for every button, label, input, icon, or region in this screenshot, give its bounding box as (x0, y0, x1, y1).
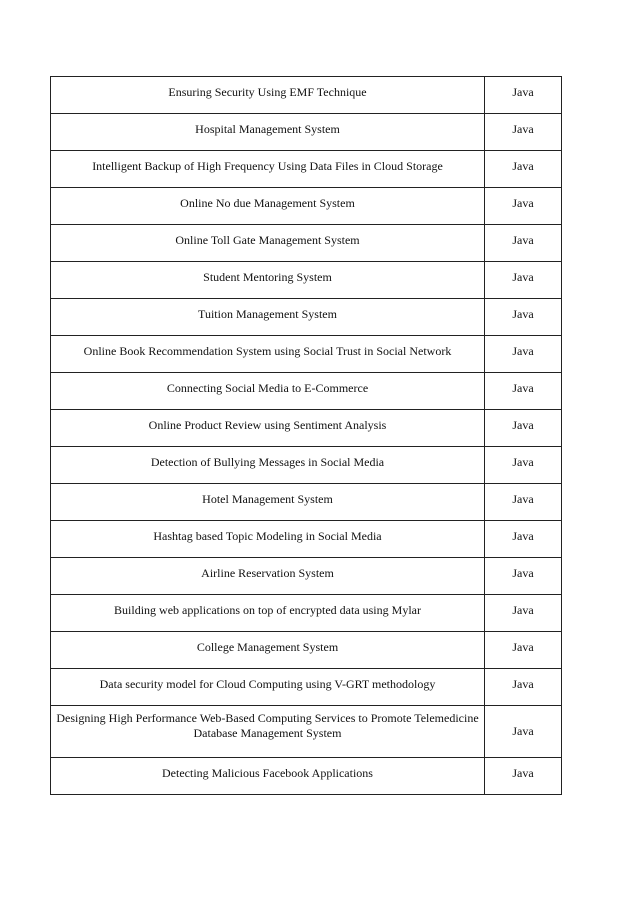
project-title-cell: Connecting Social Media to E-Commerce (51, 373, 485, 410)
project-title-cell: Tuition Management System (51, 299, 485, 336)
project-title-cell: Hotel Management System (51, 484, 485, 521)
table-row (51, 484, 562, 521)
project-title-cell: Designing High Performance Web-Based Computing Services to Promote Telemedicine Database Management System (51, 706, 485, 758)
table-row (51, 77, 562, 114)
language-cell: Java (485, 410, 562, 447)
table-row (51, 447, 562, 484)
project-title-cell: Online Toll Gate Management System (51, 225, 485, 262)
table-row (51, 151, 562, 188)
language-cell: Java (485, 262, 562, 299)
projects-table (50, 76, 562, 795)
table-row (51, 595, 562, 632)
language-cell: Java (485, 558, 562, 595)
language-cell: Java (485, 77, 562, 114)
language-cell: Java (485, 151, 562, 188)
table-row (51, 373, 562, 410)
language-cell: Java (485, 521, 562, 558)
project-title-cell: Data security model for Cloud Computing using V-GRT methodology (51, 669, 485, 706)
table-row (51, 521, 562, 558)
project-title-cell: Building web applications on top of encrypted data using Mylar (51, 595, 485, 632)
project-title-cell: Detection of Bullying Messages in Social Media (51, 447, 485, 484)
language-cell: Java (485, 706, 562, 758)
language-cell: Java (485, 484, 562, 521)
table-row (51, 262, 562, 299)
project-title-cell: Hashtag based Topic Modeling in Social Media (51, 521, 485, 558)
table-row (51, 632, 562, 669)
project-title-cell: Online Product Review using Sentiment Analysis (51, 410, 485, 447)
project-title-cell: College Management System (51, 632, 485, 669)
table-row (51, 336, 562, 373)
table-row (51, 188, 562, 225)
language-cell: Java (485, 632, 562, 669)
table-row (51, 225, 562, 262)
language-cell: Java (485, 758, 562, 795)
language-cell: Java (485, 595, 562, 632)
table-row (51, 558, 562, 595)
project-title-cell: Hospital Management System (51, 114, 485, 151)
project-title-cell: Online Book Recommendation System using Social Trust in Social Network (51, 336, 485, 373)
table-row (51, 706, 562, 758)
project-title-cell: Student Mentoring System (51, 262, 485, 299)
project-title-cell: Online No due Management System (51, 188, 485, 225)
table-row (51, 758, 562, 795)
table-row (51, 410, 562, 447)
table-row (51, 114, 562, 151)
project-title-cell: Intelligent Backup of High Frequency Using Data Files in Cloud Storage (51, 151, 485, 188)
project-title-cell: Airline Reservation System (51, 558, 485, 595)
table-row (51, 669, 562, 706)
language-cell: Java (485, 447, 562, 484)
language-cell: Java (485, 336, 562, 373)
language-cell: Java (485, 299, 562, 336)
language-cell: Java (485, 114, 562, 151)
project-title-cell: Detecting Malicious Facebook Applications (51, 758, 485, 795)
projects-table-body (51, 77, 562, 795)
language-cell: Java (485, 373, 562, 410)
language-cell: Java (485, 225, 562, 262)
language-cell: Java (485, 669, 562, 706)
language-cell: Java (485, 188, 562, 225)
project-title-cell: Ensuring Security Using EMF Technique (51, 77, 485, 114)
table-row (51, 299, 562, 336)
